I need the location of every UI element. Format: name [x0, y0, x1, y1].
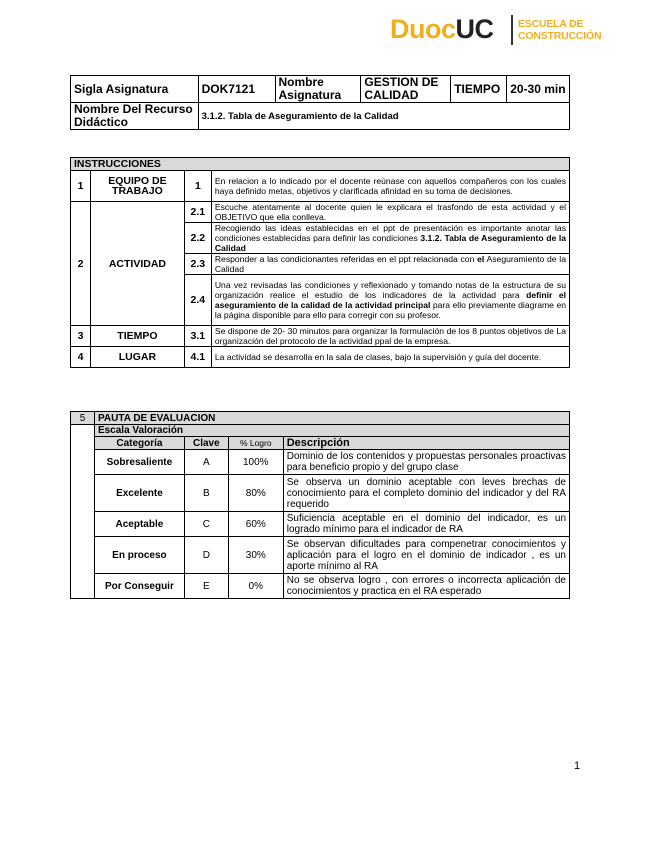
table-row: [71, 574, 570, 599]
logo-brand-b: UC: [455, 14, 494, 44]
logro-e: 0%: [228, 574, 283, 599]
row-text-2-4-c: para ello previamente diagrame en la página disponible para ello para corregir con su profesor.: [214, 300, 566, 320]
desc-a: Dominio de los contenidos y propuestas personales proactivas para beneficio propio y del grupo clase: [283, 450, 569, 475]
cat-sobresaliente: Sobresaliente: [94, 450, 184, 475]
clave-b: B: [184, 475, 228, 512]
row-text-2-3: [211, 254, 569, 275]
clave-d: D: [184, 537, 228, 574]
cat-en-proceso: En proceso: [94, 537, 184, 574]
instructions-title: INSTRUCCIONES: [71, 158, 570, 171]
eval-spacer: [71, 425, 95, 599]
row-text-2-4: [211, 275, 569, 326]
logro-a: 100%: [228, 450, 283, 475]
row-text-2-4-a: Una vez revisadas las condiciones y reflexionado y tomando notas de la estructura de su organización realice el estudio de los indicadores de la actividad para: [214, 280, 566, 300]
row-sub-1: 1: [184, 171, 211, 202]
clave-a: A: [184, 450, 228, 475]
row-num-2: 2: [71, 202, 91, 326]
row-text-2-2: [211, 223, 569, 254]
evaluation-table: [70, 411, 570, 599]
row-text-3-1: Se dispone de 20- 30 minutos para organizar la formulación de los 8 puntos objetivos de La organización del protocolo de la actividad ppal de la empresa.: [211, 326, 569, 347]
instructions-table: [70, 157, 570, 368]
course-header-table: [70, 75, 570, 130]
col-descripcion: Descripción: [283, 437, 569, 450]
row-text-2-3-c: Aseguramiento de la Calidad: [214, 254, 566, 274]
row-name-equipo: EQUIPO DE TRABAJO: [90, 171, 184, 202]
row-name-lugar: LUGAR: [90, 347, 184, 368]
row-text-2-3-a: Responder a las condicionantes referidas en el ppt relacionada con: [214, 254, 478, 264]
logo-line-1: ESCUELA DE: [518, 18, 584, 30]
tiempo-label: TIEMPO: [451, 76, 507, 103]
desc-d: Se observan dificultades para compenetrar conocimientos y aplicación para el logro en el dominio de indicador , es un aporte mínimo al RA: [283, 537, 569, 574]
duoc-uc-logo: [390, 12, 600, 48]
table-row: [71, 475, 570, 512]
row-text-2-2-a: Recogiendo las ideas establecidas en el ppt de presentación es importante anotar las condiciones establecidas para definir las condiciones: [214, 223, 566, 243]
sigla-label: Sigla Asignatura: [71, 76, 199, 103]
logro-d: 30%: [228, 537, 283, 574]
row-text-4-1: La actividad se desarrolla en la sala de clases, bajo la supervisión y guía del docente.: [211, 347, 569, 368]
logo-wordmark: [390, 14, 494, 45]
eval-title: PAUTA DE EVALUACION: [94, 412, 569, 425]
eval-num: 5: [71, 412, 95, 425]
logo-line-2: CONSTRUCCIÓN: [518, 30, 602, 42]
col-logro: % Logro: [228, 437, 283, 450]
recurso-value: 3.1.2. Tabla de Aseguramiento de la Calidad: [198, 103, 569, 130]
desc-b: Se observa un dominio aceptable con leves brechas de conocimiento para el completo dominio del indicador y del RA requerido: [283, 475, 569, 512]
row-sub-2-2: 2.2: [184, 223, 211, 254]
row-text-2-4-b: definir el aseguramiento de la calidad de la actividad principal: [214, 290, 566, 310]
page-number: 1: [574, 760, 581, 772]
col-clave: Clave: [184, 437, 228, 450]
row-num-4: 4: [71, 347, 91, 368]
row-num-3: 3: [71, 326, 91, 347]
col-categoria: Categoría: [94, 437, 184, 450]
table-row: [71, 537, 570, 574]
table-row: [71, 450, 570, 475]
desc-c: Suficiencia aceptable en el dominio del indicador, es un logrado mínimo para el indicador de RA: [283, 512, 569, 537]
row-num-1: 1: [71, 171, 91, 202]
table-row: [71, 512, 570, 537]
row-name-actividad: ACTIVIDAD: [90, 202, 184, 326]
tiempo-value: 20-30 min: [507, 76, 570, 103]
logo-divider: [511, 15, 513, 45]
logo-school-name: [518, 18, 601, 42]
logro-c: 60%: [228, 512, 283, 537]
row-sub-2-4: 2.4: [184, 275, 211, 326]
nombre-value: GESTION DE CALIDAD: [361, 76, 451, 103]
recurso-label: Nombre Del Recurso Didáctico: [71, 103, 199, 130]
row-text-2-3-b: el: [477, 254, 485, 264]
row-sub-3-1: 3.1: [184, 326, 211, 347]
sigla-value: DOK7121: [198, 76, 275, 103]
logo-brand-a: Duoc: [390, 14, 456, 44]
clave-c: C: [184, 512, 228, 537]
cat-excelente: Excelente: [94, 475, 184, 512]
row-text-2-1: Escuche atentamente al docente quien le explicara el trasfondo de esta actividad y el OBJETIVO que ella conlleva.: [211, 202, 569, 223]
nombre-label: Nombre Asignatura: [275, 76, 361, 103]
eval-scale-title: Escala Valoración: [94, 425, 569, 437]
row-text-1: En relacion a lo indicado por el docente reúnase con aquellos compañeros con los cuales haya definido metas, objetivos y clarificada afinidad en su toma de decisiones.: [211, 171, 569, 202]
row-sub-4-1: 4.1: [184, 347, 211, 368]
row-name-tiempo: TIEMPO: [90, 326, 184, 347]
clave-e: E: [184, 574, 228, 599]
cat-aceptable: Aceptable: [94, 512, 184, 537]
row-sub-2-1: 2.1: [184, 202, 211, 223]
desc-e: No se observa logro , con errores o incorrecta aplicación de conocimientos y practica en el RA esperado: [283, 574, 569, 599]
cat-por-conseguir: Por Conseguir: [94, 574, 184, 599]
row-text-2-2-b: 3.1.2. Tabla de Aseguramiento de la Calidad: [214, 233, 566, 253]
row-sub-2-3: 2.3: [184, 254, 211, 275]
logro-b: 80%: [228, 475, 283, 512]
